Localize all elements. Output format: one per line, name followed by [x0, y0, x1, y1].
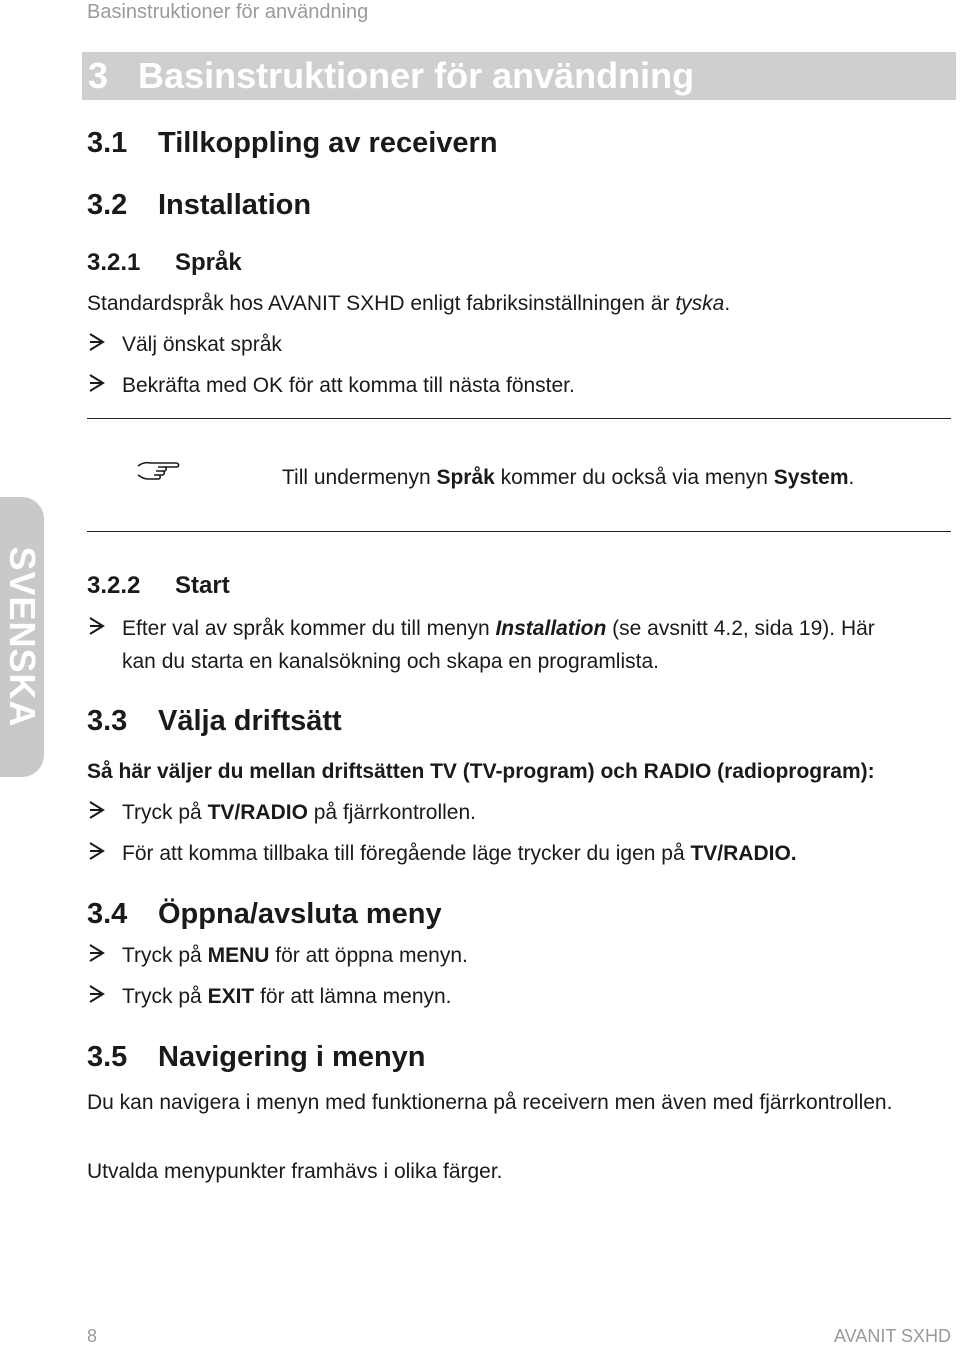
chapter-title — [88, 54, 694, 98]
paragraph-default-language: Standardspråk hos AVANIT SXHD enligt fabriksinställningen är tyska. — [87, 292, 731, 315]
paragraph-navigation: Du kan navigera i menyn med funktionerna på receivern men även med fjärrkontrollen. — [87, 1091, 893, 1114]
list-item-continuation: kan du starta en kanalsökning och skapa en programlista. — [122, 650, 659, 673]
arrow-bullet-icon — [87, 840, 111, 870]
paragraph-highlight-colors: Utvalda menypunkter framhävs i olika färger. — [87, 1160, 503, 1183]
note-rule-top — [87, 418, 951, 419]
note-rule-bottom — [87, 531, 951, 532]
heading-3-5: 3.5 Navigering i menyn — [87, 1041, 426, 1073]
language-side-tab-label: SVENSKA — [2, 546, 43, 728]
footer-product-name: AVANIT SXHD — [833, 1326, 951, 1346]
arrow-bullet-icon — [87, 942, 111, 972]
chapter-number: 3 — [88, 55, 109, 96]
heading-3-2-1: 3.2.1 Språk — [87, 249, 242, 276]
arrow-bullet-icon — [87, 331, 111, 361]
running-header: Basinstruktioner för användning — [87, 1, 369, 23]
arrow-bullet-icon — [87, 799, 111, 829]
heading-3-1: 3.1 Tillkoppling av receivern — [87, 127, 498, 159]
chapter-title-text: Basinstruktioner för användning — [138, 55, 695, 96]
heading-3-4: 3.4 Öppna/avsluta meny — [87, 898, 442, 930]
arrow-bullet-icon — [87, 983, 111, 1013]
page-number: 8 — [87, 1326, 98, 1346]
arrow-bullet-icon — [87, 615, 111, 645]
heading-3-2: 3.2 Installation — [87, 189, 312, 221]
heading-3-3: 3.3 Välja driftsätt — [87, 705, 342, 737]
heading-3-2-2: 3.2.2 Start — [87, 572, 230, 599]
note-text: Till undermenyn Språk kommer du också via menyn System. — [282, 466, 855, 489]
pointing-hand-icon — [136, 458, 182, 491]
lead-text-operating-modes: Så här väljer du mellan driftsätten TV (TV-program) och RADIO (radioprogram): — [87, 760, 875, 783]
arrow-bullet-icon — [87, 372, 111, 402]
